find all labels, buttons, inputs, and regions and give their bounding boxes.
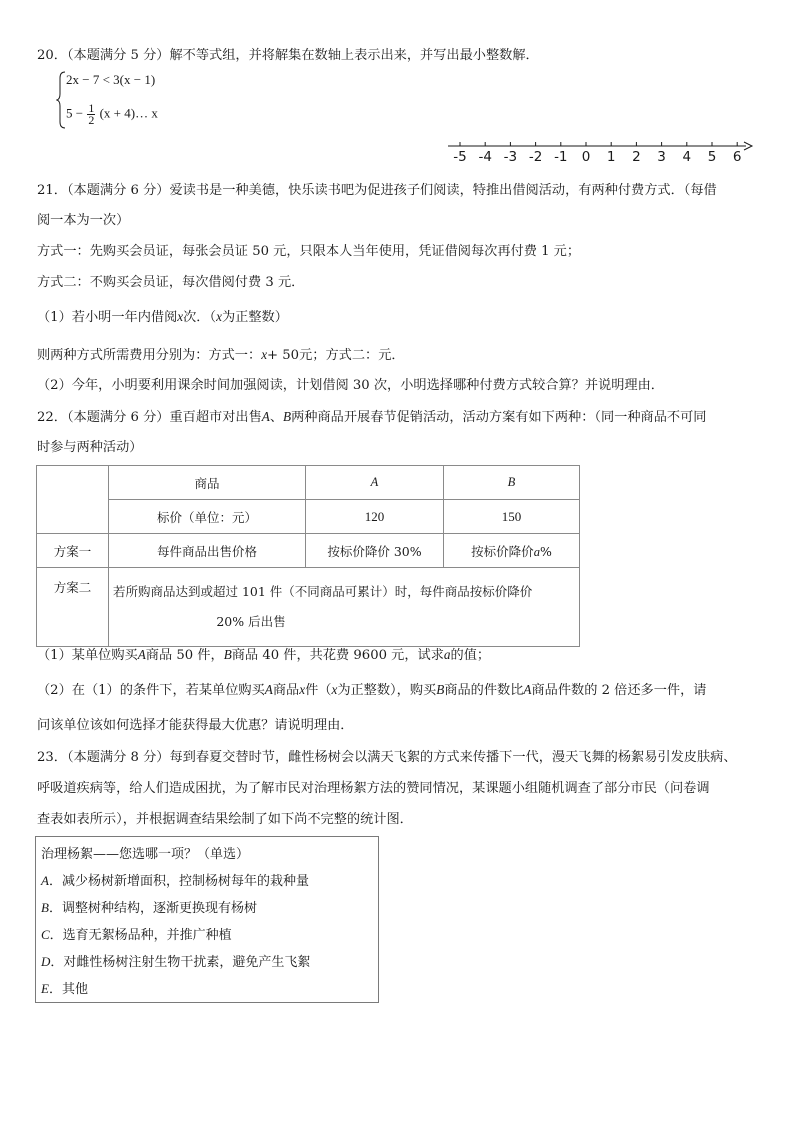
q22-part-1-text-a: （1）某单位购买 — [37, 648, 138, 663]
q22-part-2-text-c: 件（ — [305, 683, 332, 698]
q22-part-1-text-d: 的值； — [450, 648, 491, 663]
q22-part-1-text-b: 商品 50 件， — [145, 648, 224, 663]
fraction-numerator: 1 — [88, 101, 95, 115]
q22-part-2-cont: 问该单位该如何选择才能获得最大优惠？请说明理由． — [37, 718, 354, 733]
q22-line-1-text-a: 22．（本题满分 6 分）重百超市对出售 — [37, 410, 262, 425]
table-row — [37, 500, 580, 534]
header-B: B — [444, 466, 580, 500]
var-A: A — [137, 647, 146, 662]
q21-part-1-text-b: 次．（ — [183, 310, 217, 325]
number-line-label: 6 — [732, 149, 742, 165]
price-B: 150 — [444, 500, 580, 534]
var-B: B — [223, 647, 232, 662]
survey-box — [35, 836, 379, 1003]
q22-part-2-text-a: （2）在（1）的条件下，若某单位购买 — [37, 683, 265, 698]
survey-title: 治理杨絮——您选哪一项？（单选） — [41, 847, 250, 862]
plan-1-B-text: 按标价降价 — [471, 543, 534, 559]
number-line-label: 2 — [632, 149, 641, 165]
q22-part-2-text-d: 为正整数），购买 — [337, 683, 437, 698]
q21-method-1: 方式一：先购买会员证，每张会员证 50 元，只限本人当年使用，凭证借阅每次再付费 1 元； — [37, 244, 581, 259]
price-A: 120 — [306, 500, 444, 534]
percent-sign: % — [539, 543, 552, 559]
fraction-half — [87, 103, 95, 126]
survey-option — [41, 978, 88, 997]
number-line-label: -5 — [453, 149, 467, 165]
q20-intro: 20．（本题满分 5 分）解不等式组，并将解集在数轴上表示出来，并写出最小整数解． — [37, 48, 539, 63]
table-row — [37, 466, 580, 500]
q22-part-2 — [37, 680, 707, 701]
plan-2-label: 方案二 — [37, 568, 109, 647]
number-line-label: 4 — [682, 149, 692, 165]
option-text: ．选育无絮杨品种，并推广种植 — [49, 928, 232, 943]
plan-2-desc-line-1: 若所购商品达到或超过 101 件（不同商品可累计）时，每件商品按标价降价 — [113, 584, 533, 599]
survey-option — [41, 897, 257, 916]
option-key: D — [41, 954, 51, 969]
survey-option — [41, 870, 309, 889]
option-text: ．其他 — [48, 982, 88, 997]
q21-costs-text-a: 则两种方式所需费用分别为：方式一： — [37, 348, 262, 363]
option-text: ．对雌性杨树注射生物干扰素，避免产生飞絮 — [50, 955, 311, 970]
q23-line-1: 23．（本题满分 8 分）每到春夏交替时节，雌性杨树会以满天飞絮的方式来传播下一代，漫天飞舞的杨絮易引发皮肤病、 — [37, 750, 737, 765]
number-line — [446, 138, 756, 168]
q22-part-1-text-c: 商品 40 件，共花费 9600 元，试求 — [231, 648, 444, 663]
q21-method-2: 方式二：不购买会员证，每次借阅付费 3 元． — [37, 275, 305, 290]
row-price-label: 标价（单位：元） — [109, 500, 306, 534]
plan-1-A: 按标价降价 30% — [306, 534, 444, 568]
number-line-label: -3 — [503, 149, 518, 165]
var-x: x — [216, 309, 222, 324]
q21-costs-text-b: + 50元；方式二：元． — [267, 348, 405, 363]
q23-line-2: 呼吸道疾病等，给人们造成困扰，为了解市民对治理杨絮方法的赞同情况，某课题小组随机调查了部分市民（问卷调 — [37, 781, 710, 796]
var-a: a — [443, 647, 451, 662]
var-A: A — [261, 409, 270, 424]
var-a: a — [533, 544, 540, 559]
promotion-table — [36, 465, 580, 647]
option-key: E — [41, 981, 49, 996]
inequality-system — [56, 70, 176, 130]
table-corner-cell — [37, 466, 109, 534]
plan-1-B — [444, 534, 580, 568]
var-x: x — [261, 347, 268, 362]
q22-line-2: 时参与两种活动） — [37, 440, 143, 455]
var-A: A — [264, 682, 273, 697]
q21-part-1-text-c: 为正整数） — [221, 310, 288, 325]
number-line-label: 5 — [707, 149, 717, 165]
q21-part-1 — [37, 307, 288, 328]
number-line-label: 0 — [581, 149, 591, 165]
var-x: x — [299, 682, 306, 697]
survey-option — [41, 924, 232, 943]
q22-part-1 — [37, 645, 490, 666]
number-line-label: 3 — [657, 149, 666, 165]
plan-2-desc-line-2: 20% 后出售 — [216, 614, 286, 629]
q22-part-2-text-e: 商品的件数比 — [444, 683, 524, 698]
table-row — [37, 568, 580, 647]
q22-line-1 — [37, 407, 707, 428]
q21-line-2: 阅一本为一次） — [37, 213, 130, 228]
inequality-2-prefix: 5 − — [66, 105, 84, 121]
header-goods: 商品 — [109, 466, 306, 500]
var-B: B — [436, 682, 445, 697]
inequality-1: 2x − 7 < 3(x − 1) — [66, 72, 156, 87]
var-B: B — [283, 409, 292, 424]
number-line-label: -4 — [478, 149, 492, 165]
header-A: A — [306, 466, 444, 500]
option-key: B — [41, 900, 49, 915]
option-text: ．调整树种结构，逐渐更换现有杨树 — [48, 901, 257, 916]
number-line-label: 1 — [606, 149, 616, 165]
var-x: x — [177, 309, 184, 324]
separator: 、 — [269, 410, 284, 425]
number-line-label: -2 — [528, 149, 543, 165]
q21-line-1: 21．（本题满分 6 分）爱读书是一种美德，快乐读书吧为促进孩子们阅读，特推出借阅活动，有两种付费方式．（每借 — [37, 183, 717, 198]
option-key: C — [41, 927, 50, 942]
plan-2-desc — [109, 568, 580, 647]
var-x: x — [331, 682, 338, 697]
table-row — [37, 534, 580, 568]
q21-part-1-text-a: （1）若小明一年内借阅 — [37, 310, 178, 325]
plan-1-desc: 每件商品出售价格 — [109, 534, 306, 568]
var-A: A — [523, 682, 532, 697]
q23-line-3: 查表如表所示），并根据调查结果绘制了如下尚不完整的统计图． — [37, 812, 413, 827]
q21-costs — [37, 345, 405, 366]
inequality-2 — [66, 103, 158, 126]
q22-part-2-text-f: 商品件数的 2 倍还多一件，请 — [531, 683, 707, 698]
number-line-label: -1 — [554, 149, 568, 165]
fraction-denominator: 2 — [88, 113, 95, 127]
q22-line-1-text-b: 两种商品开展春节促销活动，活动方案有如下两种：（同一种商品不可同 — [291, 410, 707, 425]
plan-1-label: 方案一 — [37, 534, 109, 568]
q21-part-2: （2）今年，小明要利用课余时间加强阅读，计划借阅 30 次，小明选择哪种付费方式较合算？并说明理由． — [37, 378, 664, 393]
inequality-2-suffix: (x + 4)… x — [99, 105, 158, 121]
survey-option — [41, 951, 310, 970]
q22-part-2-text-b: 商品 — [272, 683, 300, 698]
option-key: A — [41, 873, 49, 888]
option-text: ．减少杨树新增面积，控制杨树每年的栽种量 — [48, 874, 309, 889]
